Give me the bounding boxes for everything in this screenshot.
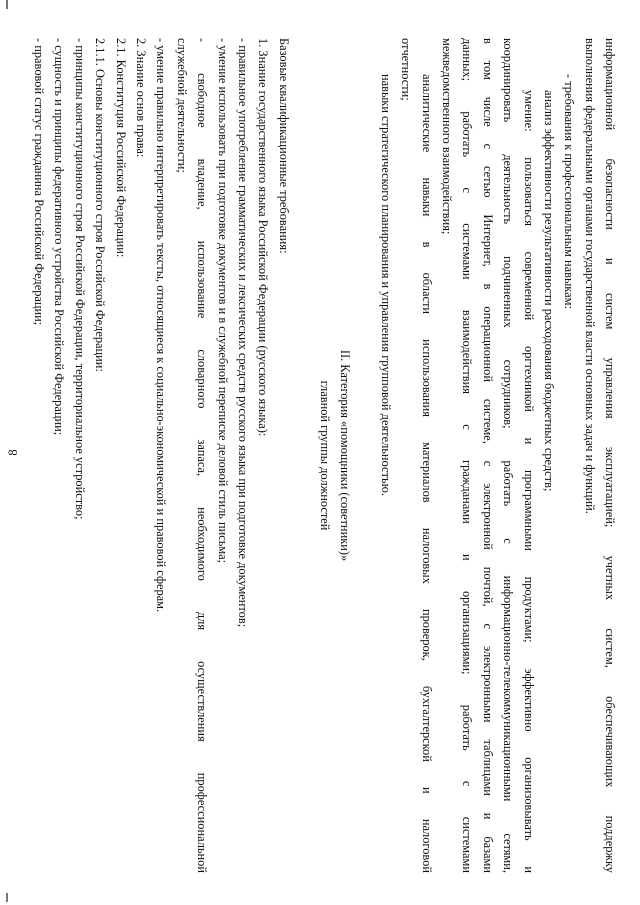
scan-edge-mark-top [6, 0, 8, 9]
scan-edge-mark-bottom [6, 893, 8, 902]
text-line: данных; работать с системами взаимодействия с гражданами и организациями; работать с системами [460, 38, 475, 873]
text-line: в том числе с сетью Интернет, в операционной системе, с электронной почтой, с электронными таблицами и базами [480, 38, 495, 873]
text-line: - принципы конституционного строя Российской Федерации, территориальное устройство; [72, 38, 87, 520]
text-line: координировать деятельность подчиненных сотрудников; работать с информационно-телекоммуникационными сетями, [501, 38, 516, 873]
text-line: 2. Знание основ права: [134, 38, 148, 158]
section-heading-line: главной группы должностей [317, 380, 332, 531]
text-line: аналитические навыки в области использования материалов налоговых проверок, бухгалтерской и налоговой [419, 74, 434, 873]
text-line: отчетности; [399, 38, 414, 101]
text-line: - требования к профессиональным навыкам: [562, 74, 577, 309]
text-line: информационной безопасности и систем управления эксплуатацией; учетных систем, обеспечивающих поддержку [603, 38, 618, 873]
text-line: 2.1.1. Основы конституционного строя Российской Федерации: [93, 38, 108, 372]
text-line: 2.1. Конституция Российской Федерации: [113, 38, 128, 258]
text-line: служебной деятельности; [174, 38, 189, 173]
text-line: - правовой статус гражданина Российской Федерации; [32, 38, 46, 326]
text-line: - правильное употребление грамматических и лексических средств русского языка при подготовке документов; [236, 38, 250, 628]
page-number: 8 [6, 449, 20, 456]
text-line: - умение правильно интерпретировать тексты, относящиеся к социально-экономической и правовой сферам. [154, 38, 169, 613]
text-line: навыки стратегического планирования и управления групповой деятельностью. [378, 74, 393, 496]
text-line: - сущность и принципы федеративного устройства Российской Федерации; [52, 38, 67, 436]
document-body [28, 38, 628, 873]
text-line: анализ эффективности результативности расходования бюджетных средств; [542, 90, 556, 492]
text-line: межведомственного взаимодействия; [440, 38, 454, 235]
section-heading-line: II. Категория «помощники (советники)» [338, 349, 352, 562]
text-line: - умение использовать при подготовке документов и в служебной переписке деловой стиль письма; [215, 38, 230, 564]
text-line: умение: пользоваться современной оргтехникой и программными продуктами; эффективно организовывать и [521, 90, 536, 873]
text-line: выполнения федеральными органами государственной власти основных задач и функций. [582, 38, 597, 514]
text-line: 1. Знание государственного языка Российской Федерации (русского языка): [256, 38, 271, 437]
text-line: - свободное владение, использование словарного запаса, необходимого для осуществления профессиональной [195, 38, 210, 873]
text-line: Базовые квалификационные требования: [276, 38, 291, 254]
